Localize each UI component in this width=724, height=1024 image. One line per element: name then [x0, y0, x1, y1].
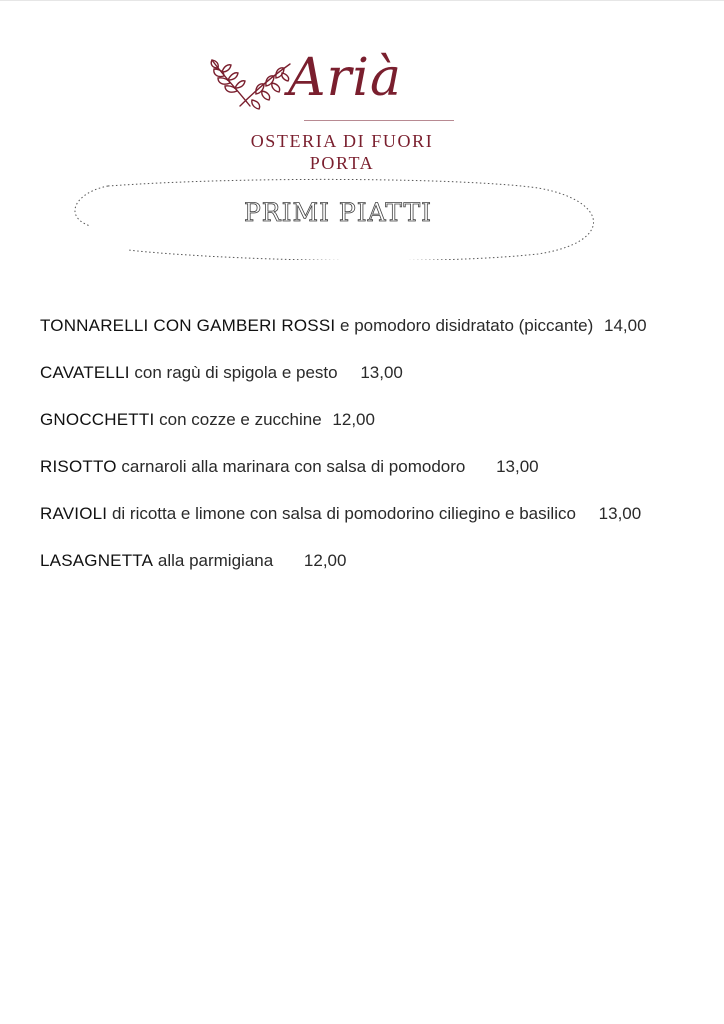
olive-branch-icon	[208, 56, 294, 112]
dish-name: RAVIOLI	[40, 504, 108, 523]
dish-price: 12,00	[303, 551, 347, 570]
dish-name: LASAGNETTA	[40, 551, 154, 570]
dish-description: con ragù di spigola e pesto	[134, 363, 338, 382]
menu-item	[40, 361, 670, 385]
logo-divider	[304, 120, 454, 121]
menu-list	[40, 314, 670, 596]
dish-description: di ricotta e limone con salsa di pomodorino ciliegino e basilico	[111, 504, 576, 523]
restaurant-subtitle: OSTERIA DI FUORI PORTA	[250, 131, 434, 173]
dish-description: carnaroli alla marinara con salsa di pomodoro	[121, 457, 466, 476]
dish-price: 13,00	[496, 457, 539, 476]
section-title: PRIMI PIATTI	[243, 198, 432, 227]
dish-name: TONNARELLI CON GAMBERI ROSSI	[40, 316, 336, 335]
dish-name: GNOCCHETTI	[40, 410, 155, 429]
top-border	[0, 0, 724, 1]
menu-item	[40, 408, 670, 432]
menu-item	[40, 549, 670, 573]
menu-item	[40, 314, 670, 338]
dish-price: 13,00	[360, 363, 403, 382]
dish-description: alla parmigiana	[157, 551, 274, 570]
restaurant-logo	[206, 46, 462, 173]
dish-description: e pomodoro disidratato (piccante)	[340, 316, 594, 335]
dish-price: 14,00	[604, 316, 647, 335]
menu-item	[40, 455, 670, 479]
dish-name: CAVATELLI	[40, 363, 130, 382]
dish-name: RISOTTO	[40, 457, 117, 476]
dish-price: 12,00	[332, 410, 375, 429]
dish-price: 13,00	[598, 504, 642, 523]
restaurant-name: Arià	[288, 48, 403, 108]
dish-description: con cozze e zucchine	[159, 410, 322, 429]
menu-item	[40, 502, 670, 526]
